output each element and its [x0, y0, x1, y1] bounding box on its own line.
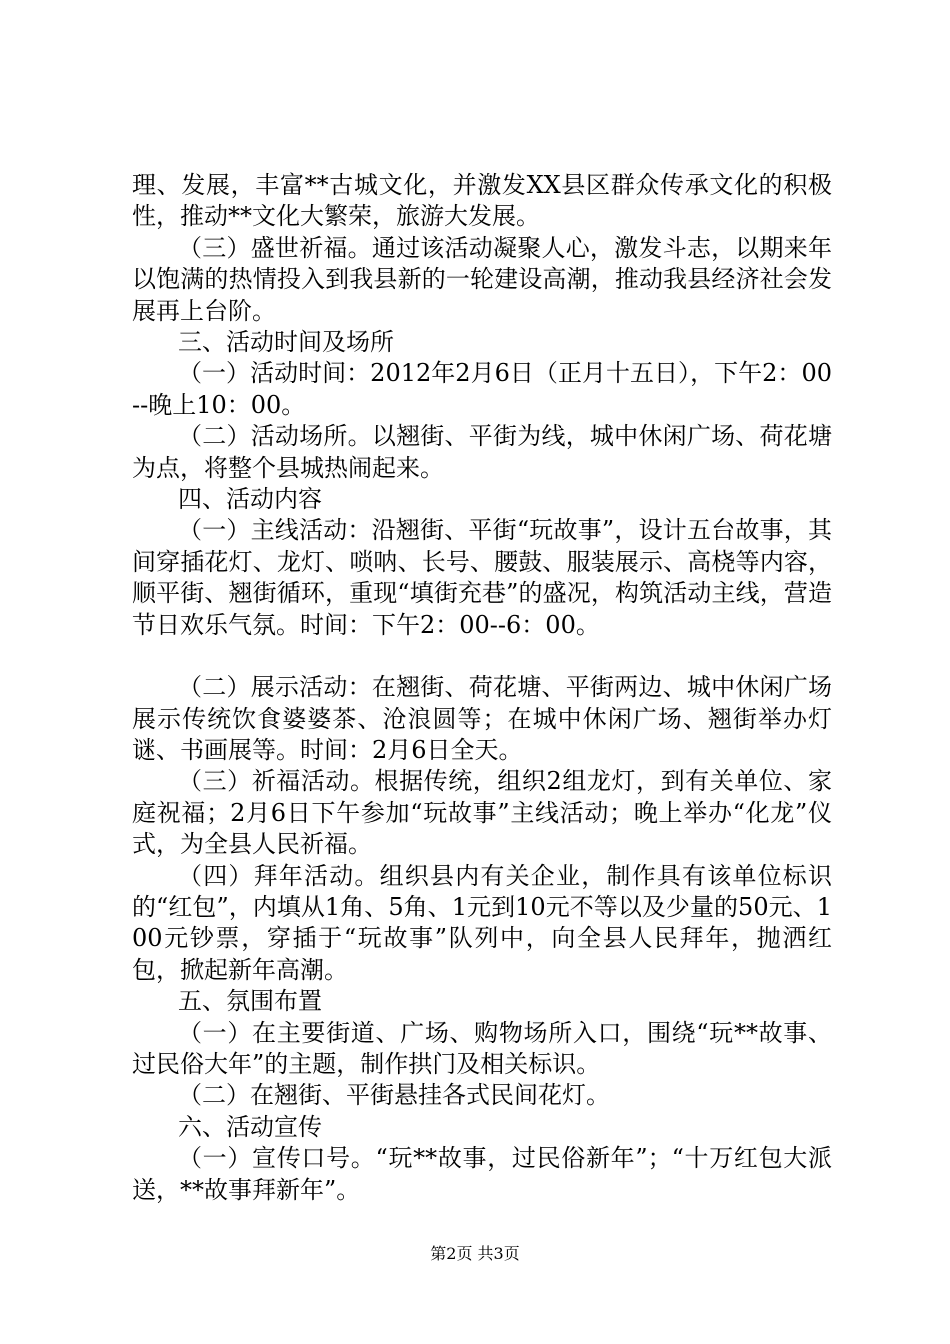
- body-paragraph: （四）拜年活动。组织县内有关企业，制作具有该单位标识的“红包”，内填从1角、5角、1元到10元不等以及少量的50元、100元钞票，穿插于“玩故事”队列中，向全县人民拜年，抛洒红包，掀起新年高潮。: [132, 861, 832, 984]
- body-paragraph: （一）宣传口号。“玩**故事，过民俗新年”；“十万红包大派送，**故事拜新年”。: [132, 1144, 832, 1204]
- section-heading: 六、活动宣传: [178, 1112, 322, 1141]
- body-paragraph: （三）祈福活动。根据传统，组织2组龙灯，到有关单位、家庭祝福；2月6日下午参加“玩故事”主线活动；晚上举办“化龙”仪式，为全县人民祈福。: [132, 767, 832, 859]
- body-paragraph: 理、发展，丰富**古城文化，并激发XX县区群众传承文化的积极性，推动**文化大繁荣，旅游大发展。: [132, 171, 832, 231]
- body-paragraph: （二）在翘街、平街悬挂各式民间花灯。: [178, 1081, 610, 1110]
- document-body: [132, 170, 832, 1206]
- body-paragraph: （三）盛世祈福。通过该活动凝聚人心，激发斗志，以期来年以饱满的热情投入到我县新的一轮建设高潮，推动我县经济社会发展再上台阶。: [132, 233, 832, 325]
- section-heading: 四、活动内容: [178, 485, 322, 514]
- body-paragraph: （一）在主要街道、广场、购物场所入口，围绕“玩**故事、过民俗大年”的主题，制作拱门及相关标识。: [132, 1018, 832, 1078]
- body-paragraph: （二）活动场所。以翘街、平街为线，城中休闲广场、荷花塘为点，将整个县城热闹起来。: [132, 422, 832, 482]
- section-heading: 五、氛围布置: [178, 987, 322, 1016]
- body-paragraph: （一）主线活动：沿翘街、平街“玩故事”，设计五台故事，其间穿插花灯、龙灯、唢呐、长号、腰鼓、服装展示、高桡等内容，顺平街、翘街循环，重现“填街充巷”的盛况，构筑活动主线，营造节日欢乐气氛。时间：下午2：00--6：00。: [132, 516, 832, 639]
- body-paragraph: （一）活动时间：2012年2月6日（正月十五日），下午2：00--晚上10：00。: [132, 359, 832, 419]
- section-heading: 三、活动时间及场所: [178, 328, 394, 357]
- body-paragraph: （二）展示活动：在翘街、荷花塘、平街两边、城中休闲广场展示传统饮食婆婆茶、沧浪圆等；在城中休闲广场、翘街举办灯谜、书画展等。时间：2月6日全天。: [132, 673, 832, 764]
- page-number-footer: 第2页 共3页: [430, 1244, 520, 1263]
